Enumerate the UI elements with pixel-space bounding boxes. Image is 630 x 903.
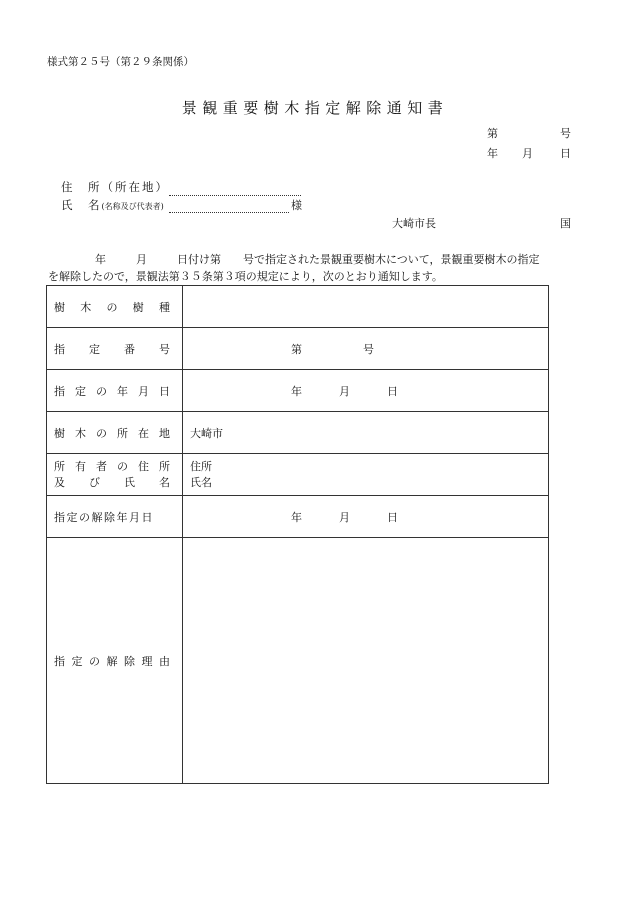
table-row (47, 454, 549, 496)
notice-body (48, 251, 578, 285)
row-label-designation-date: 指 定 の 年 月 日 (47, 370, 183, 412)
table-row (47, 370, 549, 412)
recipient-name-label: 氏 名(名称及び代表者) (61, 198, 164, 212)
recipient-address-label: 住 所（所在地） (61, 180, 169, 194)
issuer-mayor: 大崎市長 (392, 217, 436, 230)
table-row (47, 412, 549, 454)
doc-date-month: 月 (522, 147, 533, 160)
notice-body-line1: 年 月 日付け第 号で指定された景観重要樹木について，景観重要樹木の指定 (95, 253, 540, 266)
table-row (47, 286, 549, 328)
table-row (47, 538, 549, 784)
row-label-cancellation-date: 指定の解除年月日 (47, 496, 183, 538)
table-row (47, 496, 549, 538)
row-label-owner: 所 有 者 の 住 所 及 び 氏 名 (47, 454, 183, 496)
form-number: 様式第２５号（第２９条関係） (47, 56, 194, 68)
doc-number-go: 号 (560, 127, 571, 140)
row-value-cancellation-reason[interactable] (183, 538, 549, 784)
recipient-name-note: (名称及び代表者) (101, 202, 164, 211)
row-value-designation-number[interactable]: 第 号 (183, 328, 549, 370)
doc-date-day: 日 (560, 147, 571, 160)
row-value-tree-location[interactable]: 大崎市 (183, 412, 549, 454)
recipient-honorific: 様 (291, 199, 302, 212)
row-label-tree-location: 樹 木 の 所 在 地 (47, 412, 183, 454)
table-row (47, 328, 549, 370)
row-label-species: 樹 木 の 樹 種 (47, 286, 183, 328)
recipient-address-field[interactable] (169, 195, 301, 196)
doc-date-year: 年 (487, 147, 498, 160)
notice-table (46, 285, 549, 784)
document-title: 景観重要樹木指定解除通知書 (181, 99, 449, 117)
row-value-species[interactable] (183, 286, 549, 328)
row-value-designation-date[interactable]: 年 月 日 (183, 370, 549, 412)
row-label-cancellation-reason: 指 定 の 解 除 理 由 (47, 538, 183, 784)
issuer-seal: 国 (560, 217, 571, 230)
recipient-name-field[interactable] (169, 212, 289, 213)
row-value-owner[interactable]: 住所 氏名 (183, 454, 549, 496)
row-value-cancellation-date[interactable]: 年 月 日 (183, 496, 549, 538)
row-label-designation-number: 指 定 番 号 (47, 328, 183, 370)
doc-number-dai: 第 (487, 127, 498, 140)
notice-body-line2: を解除したので，景観法第３５条第３項の規定により，次のとおり通知します。 (48, 270, 443, 283)
